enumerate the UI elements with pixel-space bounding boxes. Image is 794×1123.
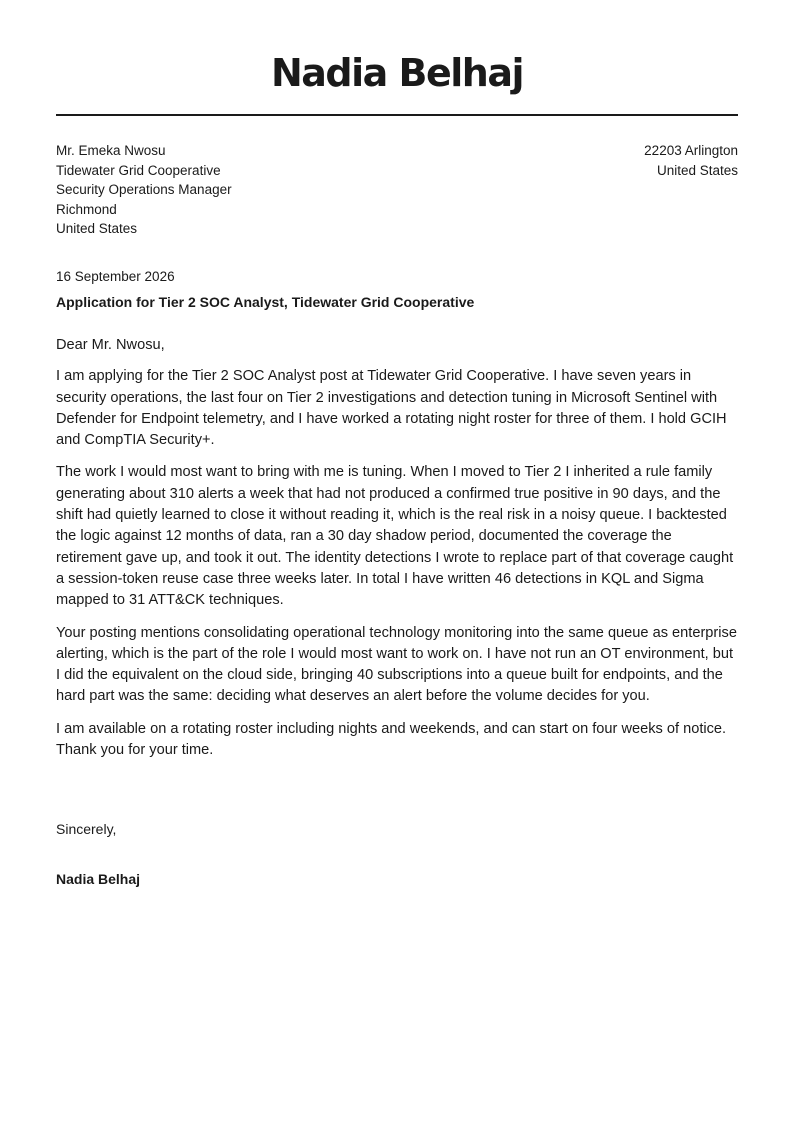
letter-closing: Sincerely, [56, 821, 117, 837]
sender-address-line-1: 22203 Arlington [644, 143, 738, 158]
salutation: Dear Mr. Nwosu, [56, 337, 165, 353]
recipient-company: Tidewater Grid Cooperative [56, 162, 221, 178]
letter-date: 16 September 2026 [56, 269, 175, 284]
letter-body [56, 335, 740, 772]
recipient-city: Richmond [56, 201, 117, 217]
body-paragraph-2: The work I would most want to bring with me is tuning. When I moved to Tier 2 I inherited a rule family generating about 310 alerts a week that had not produced a confirmed true positive in 90 days, and the shift had quietly learned to close it without reading it, which is the real risk in a noisy queue. I backtested the logic against 12 months of data, ran a 30 day shadow period, documented the coverage the retirement gave up, and took it out. The identity detections I wrote to replace part of that coverage caught a session-token reuse case three weeks later. In total I have written 46 detections in KQL and Sigma mapped to 31 ATT&CK techniques. [56, 464, 734, 609]
letter-subject: Application for Tier 2 SOC Analyst, Tidewater Grid Cooperative [56, 294, 475, 310]
sender-address-block [644, 141, 738, 180]
body-paragraph-4: I am available on a rotating roster including nights and weekends, and can start on four weeks of notice. Thank you for your time. [56, 720, 727, 759]
sender-address-line-2: United States [656, 162, 738, 178]
recipient-title: Security Operations Manager [56, 182, 232, 198]
sender-name-heading: Nadia Belhaj [270, 51, 524, 95]
body-paragraph-3: Your posting mentions consolidating operational technology monitoring into the same queue as enterprise alerting, which is the part of the role I would most want to work on. I have not run an OT environment, but I did the equivalent on the cloud side, bringing 40 subscriptions into a queue built for endpoints, and the hard part was the same: deciding what deserves an alert before the volume decides for you. [56, 624, 737, 705]
recipient-address-block [56, 141, 232, 239]
body-paragraph-1: I am applying for the Tier 2 SOC Analyst post at Tidewater Grid Cooperative. I have seven years in security operations, the last four on Tier 2 investigations and detection tuning in Microsoft Sentinel with Defender for Endpoint telemetry, and I have worked a rotating night roster for three of them. I hold GCIH and CompTIA Security+. [56, 368, 727, 449]
recipient-name: Mr. Emeka Nwosu [56, 143, 166, 158]
header-divider [56, 114, 738, 116]
recipient-country: United States [56, 221, 138, 237]
letter-signature: Nadia Belhaj [56, 871, 141, 887]
